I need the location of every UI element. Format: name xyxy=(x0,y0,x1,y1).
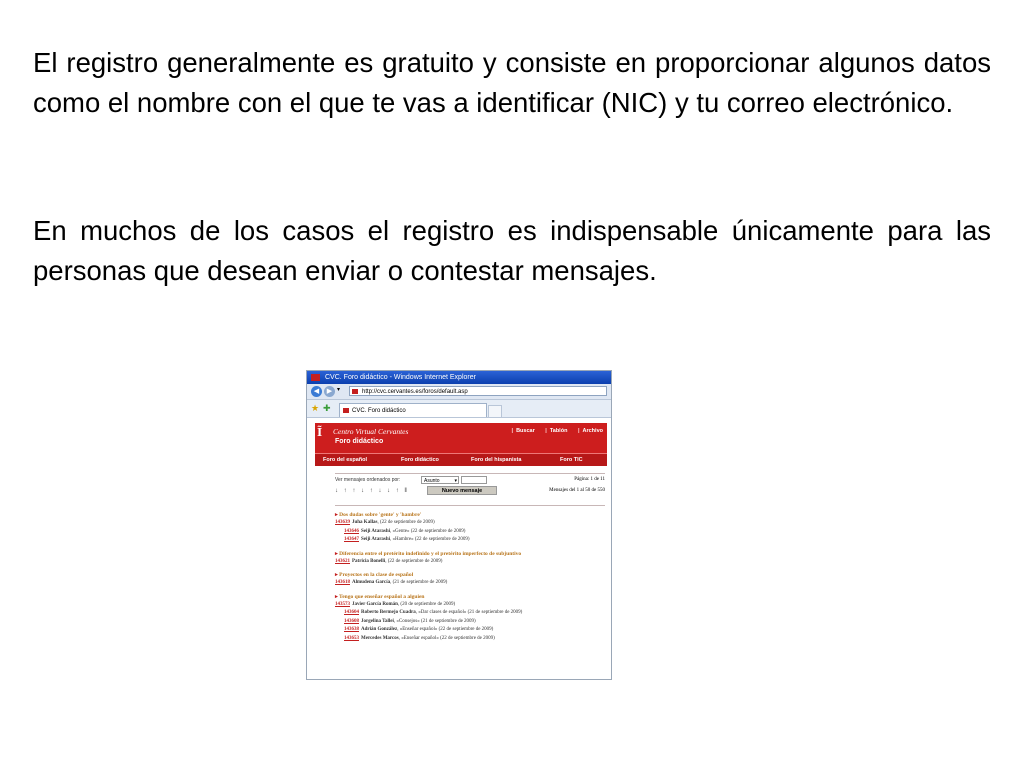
forward-arrow-icon[interactable]: ▶ xyxy=(324,386,335,397)
site-brand: Centro Virtual Cervantes xyxy=(333,427,409,436)
message-id-link[interactable]: 143573 xyxy=(335,601,350,607)
message-id-link[interactable]: 143639 xyxy=(335,520,350,525)
message-row xyxy=(335,601,605,610)
menu-foro-espanol[interactable]: Foro del español xyxy=(323,457,368,463)
site-header xyxy=(315,423,607,453)
message-detail: , (22 de septiembre de 2009) xyxy=(385,558,443,564)
tab-favicon-icon xyxy=(343,408,349,413)
page-info: Página: 1 de 11 xyxy=(574,477,605,482)
forum-menu xyxy=(315,453,607,466)
message-detail: , «Enseñar español» (22 de septiembre de 2009) xyxy=(398,635,495,641)
message-author: Roberto Bermejo Cuadra xyxy=(361,610,416,615)
top-links xyxy=(503,428,603,434)
message-id-link[interactable]: 143646 xyxy=(344,528,359,534)
address-toolbar xyxy=(307,384,611,400)
window-titlebar xyxy=(307,371,611,384)
thread-title[interactable]: ▸ Tengo que enseñar español a alguien xyxy=(335,593,605,601)
address-input[interactable] xyxy=(349,386,607,396)
window-title: CVC. Foro didáctico - Windows Internet Explorer xyxy=(325,374,476,381)
tree-toolbar xyxy=(335,487,411,496)
thread xyxy=(335,550,605,567)
message-id-link[interactable]: 143608 xyxy=(344,618,359,624)
add-favorite-icon[interactable]: ✚ xyxy=(323,403,331,413)
message-row xyxy=(335,519,605,528)
message-author: Adrián González xyxy=(361,627,398,632)
link-buscar[interactable]: | Buscar xyxy=(512,428,535,434)
message-id-link[interactable]: 143638 xyxy=(344,627,359,632)
message-id-link[interactable]: 143621 xyxy=(335,558,350,564)
message-detail: , «Consejos» (21 de septiembre de 2009) xyxy=(393,618,476,624)
new-message-button[interactable]: Nuevo mensaje xyxy=(427,486,497,495)
message-detail: , «Hambre» (22 de septiembre de 2009) xyxy=(390,537,470,542)
favorites-star-icon[interactable]: ★ xyxy=(311,403,320,413)
cervantes-logo-icon: Ĩ xyxy=(317,426,323,439)
message-detail: , «Gente» (22 de septiembre de 2009) xyxy=(390,528,466,534)
paragraph-registration-free: El registro generalmente es gratuito y consiste en proporcionar algunos datos como el nombre con el que te vas a identificar (NIC) y tu correo electrónico. xyxy=(33,47,991,118)
message-row xyxy=(335,609,605,618)
message-row xyxy=(335,635,605,644)
message-detail: , (21 de septiembre de 2009) xyxy=(390,580,448,585)
message-id-link[interactable]: 143618 xyxy=(335,580,350,585)
menu-foro-hispanista[interactable]: Foro del hispanista xyxy=(471,457,522,463)
tool-icon[interactable]: ↑ xyxy=(343,488,347,494)
message-id-link[interactable]: 143647 xyxy=(344,537,359,542)
link-tablon[interactable]: | Tablón xyxy=(545,428,567,434)
message-detail: , (22 de septiembre de 2009) xyxy=(377,520,435,525)
message-author: Jorgelina Tallei xyxy=(361,618,394,624)
thread-list xyxy=(335,511,605,648)
forum-controls xyxy=(335,477,605,503)
page-favicon-icon xyxy=(352,389,358,394)
tab-label: CVC. Foro didáctico xyxy=(352,408,406,414)
sort-select[interactable] xyxy=(421,476,459,484)
thread-title[interactable]: ▸ Proyectos en la clase de español xyxy=(335,571,605,579)
site-subtitle: Foro didáctico xyxy=(335,438,384,445)
dropdown-arrow-icon[interactable]: ▾ xyxy=(337,387,341,393)
paragraph-registration-required: En muchos de los casos el registro es indispensable únicamente para las personas que desean enviar o contestar mensajes. xyxy=(33,215,991,286)
message-row xyxy=(335,579,605,588)
tool-icon[interactable]: ↑ xyxy=(369,488,373,494)
message-row xyxy=(335,528,605,537)
message-author: Javier García Román xyxy=(352,601,398,607)
message-id-link[interactable]: 143604 xyxy=(344,610,359,615)
thread xyxy=(335,511,605,545)
new-tab-button[interactable] xyxy=(488,405,502,417)
tool-icon[interactable]: ↓ xyxy=(361,488,365,494)
tool-icon[interactable]: ↓ xyxy=(387,488,391,494)
sort-value: Asunto xyxy=(424,478,440,484)
message-author: Almudena García xyxy=(352,580,391,585)
thread xyxy=(335,571,605,588)
tool-icon[interactable]: ↑ xyxy=(395,488,399,494)
divider xyxy=(335,473,605,474)
message-author: Mercedes Marcos xyxy=(361,635,399,641)
sort-input[interactable] xyxy=(461,476,487,484)
tab-bar xyxy=(307,400,611,418)
menu-foro-didactico[interactable]: Foro didáctico xyxy=(401,457,439,463)
thread-title[interactable]: ▸ Diferencia entre el pretérito indefinido y el pretérito imperfecto de subjuntivo xyxy=(335,550,605,558)
message-author: Juha Kallas xyxy=(352,520,378,525)
cvc-favicon-icon xyxy=(311,374,320,381)
back-arrow-icon[interactable]: ◀ xyxy=(311,386,322,397)
menu-foro-tic[interactable]: Foro TIC xyxy=(560,457,583,463)
tab-cvc-foro[interactable] xyxy=(339,403,487,417)
message-author: Patricia Bonelli xyxy=(352,558,386,564)
message-row xyxy=(335,536,605,545)
message-detail: , (20 de septiembre de 2009) xyxy=(397,601,456,607)
link-archivo[interactable]: | Archivo xyxy=(578,428,603,434)
message-author: Seiji Atarashi xyxy=(361,528,391,534)
message-row xyxy=(335,558,605,567)
message-author: Seiji Atarashi xyxy=(361,537,391,542)
sort-label: Ver mensajes ordenados por: xyxy=(335,477,401,483)
message-detail: , «Enseñar español» (22 de septiembre de 2009) xyxy=(397,627,494,632)
tool-icon[interactable]: ↓ xyxy=(378,488,382,494)
thread-title[interactable]: ▸ Dos dudas sobre 'gente' y 'hambre' xyxy=(335,511,605,519)
message-detail: , «Dar clases de español» (21 de septiembre de 2009) xyxy=(415,610,523,615)
message-row xyxy=(335,618,605,627)
divider xyxy=(335,505,605,506)
message-row xyxy=(335,626,605,635)
browser-screenshot xyxy=(306,370,612,680)
forum-page xyxy=(315,423,607,680)
address-url: http://cvc.cervantes.es/foros/default.asp xyxy=(362,389,468,395)
tool-icon[interactable]: ‖ xyxy=(404,488,407,494)
tool-icon[interactable]: ↓ xyxy=(335,488,338,494)
tool-icon[interactable]: ↑ xyxy=(352,488,356,494)
message-id-link[interactable]: 143653 xyxy=(344,635,359,641)
thread xyxy=(335,593,605,644)
message-count: Mensajes del 1 al 50 de 550 xyxy=(549,488,605,493)
